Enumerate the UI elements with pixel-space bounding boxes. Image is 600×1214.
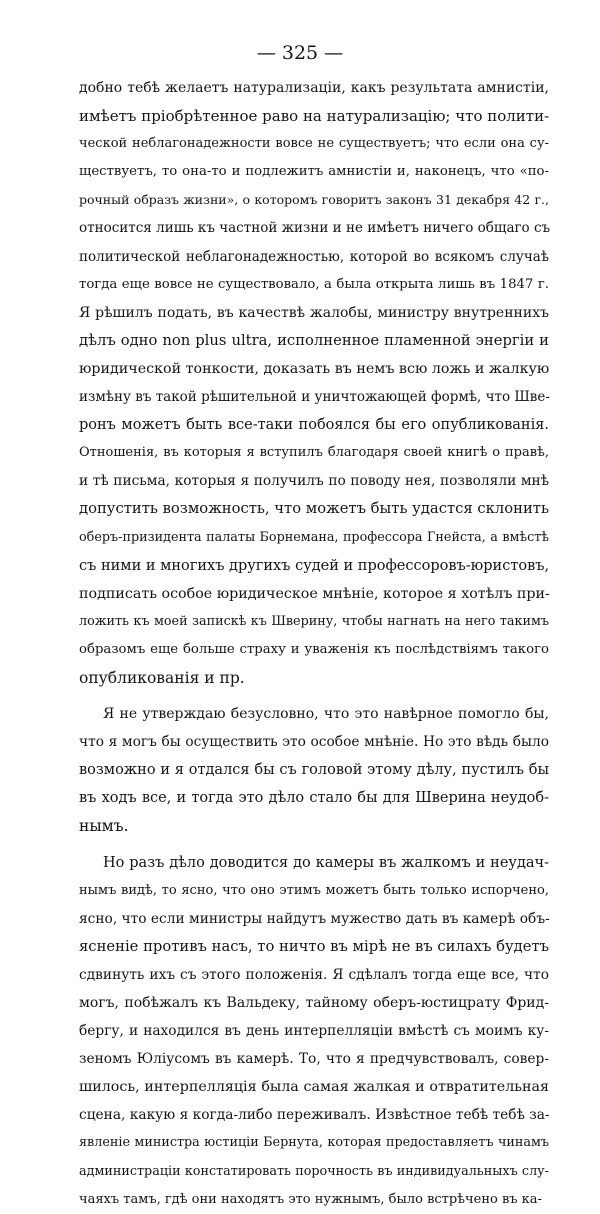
text-line: сдвинуть ихъ съ этого положенія. Я сдѣлалъ тогда еще все, что [79,966,549,983]
text-line: дѣлъ одно non plus ultra, исполненное пламенной энергіи и [79,331,549,349]
text-line: измѣну въ такой рѣшительной и уничтожающей формѣ, что Шве- [79,389,550,406]
text-line: чаяхъ тамъ, гдѣ они находятъ это нужнымъ, было встрѣчено въ ка- [79,1191,542,1207]
text-line: Отношенія, въ которыя я вступилъ благодаря своей книгѣ о правѣ, [79,445,549,461]
text-line: ческой неблагонадежности вовсе не существуетъ; что если она су- [79,136,549,152]
text-line: нымъ. [79,817,129,836]
text-line: нымъ видѣ, то ясно, что оно этимъ можетъ быть только испорчено, [79,882,549,898]
text-body [79,74,549,1214]
text-line: администраціи констатировать порочность въ индивидуальныхъ слу- [79,1163,549,1179]
text-line: оберъ-призидента палаты Борнемана, профессора Гнейста, а вмѣстѣ [79,529,549,545]
text-line: ясненіе противъ насъ, то ничто въ мірѣ не въ силахъ будетъ [79,937,549,955]
text-line: что я могъ бы осуществить это особое мнѣніе. Но это вѣдь было [79,734,549,751]
paragraph [79,849,549,1214]
text-line: и тѣ письма, которыя я получилъ по поводу нея, позволяли мнѣ [79,473,549,490]
text-line: рочный образъ жизни», о которомъ говоритъ законъ 31 декабря 42 г., [79,192,549,208]
text-line: сцена, какую я когда-либо переживалъ. Извѣстное тебѣ тебѣ за- [79,1107,550,1124]
text-line: шилось, интерпелляція была самая жалкая и отвратительная [79,1079,549,1096]
text-line: опубликованія и пр. [79,668,245,687]
page-number: — 325 — [256,42,344,64]
paragraph [79,74,549,692]
text-line: ложить къ моей запискѣ къ Шверину, чтобы нагнать на него такимъ [79,613,549,629]
text-line: относится лишь къ частной жизни и не имѣетъ ничего общаго съ [79,220,551,237]
text-line: имѣетъ пріобрѣтенное раво на натурализацію; что полити- [79,107,550,126]
text-line: подписать особое юридическое мнѣніе, которое я хотѣлъ при- [79,585,550,602]
text-line: возможно и я отдался бы съ головой этому дѣлу, пустилъ бы [79,762,549,779]
text-line: политической неблагонадежностью, которой во всякомъ случаѣ [79,248,549,265]
paragraph-gap [79,841,549,849]
text-line: Я рѣшилъ подать, въ качествѣ жалобы, министру внутреннихъ [79,304,549,321]
text-line: Я не утверждаю безусловно, что это навѣрное помогло бы, [103,706,549,723]
text-line: юридической тонкости, доказать въ немъ всю ложь и жалкую [79,360,550,377]
text-line: ществуетъ, то она-то и подлежитъ амнистіи и, наконецъ, что «по- [79,164,549,180]
text-line: съ ними и многихъ другихъ судей и профессоровъ-юристовъ, [79,557,550,574]
text-line: бергу, и находился въ день интерпелляціи вмѣстѣ съ моимъ ку- [79,1023,549,1040]
paragraph [79,700,549,840]
text-line: образомъ еще больше страху и уваженія къ послѣдствіямъ такого [79,641,549,657]
paragraph-gap [79,692,549,700]
text-line: въ ходъ все, и тогда это дѣло стало бы для Шверина неудоб- [79,790,549,807]
text-line: ронъ можетъ быть все-таки побоялся бы его опубликованія. [79,417,549,434]
text-line: явленіе министра юстиціи Бернута, которая предоставляетъ чинамъ [79,1135,549,1151]
text-line: добно тебѣ желаетъ натурализаціи, какъ результата амнистіи, [79,80,549,96]
text-line: ясно, что если министры найдутъ мужество дать въ камерѣ объ- [79,910,550,927]
text-line: допустить возможность, что можетъ быть удастся склонить [79,500,549,518]
text-line: зеномъ Юліусомъ въ камерѣ. То, что я предчувствовалъ, совер- [79,1051,549,1068]
text-line: тогда еще вовсе не существовало, а была открыта лишь въ 1847 г. [79,276,549,292]
text-line: Но разъ дѣло доводится до камеры въ жалкомъ и неудач- [103,854,549,871]
text-line: могъ, побѣжалъ къ Вальдеку, тайному оберъ-юстицрату Фрид- [79,995,549,1011]
